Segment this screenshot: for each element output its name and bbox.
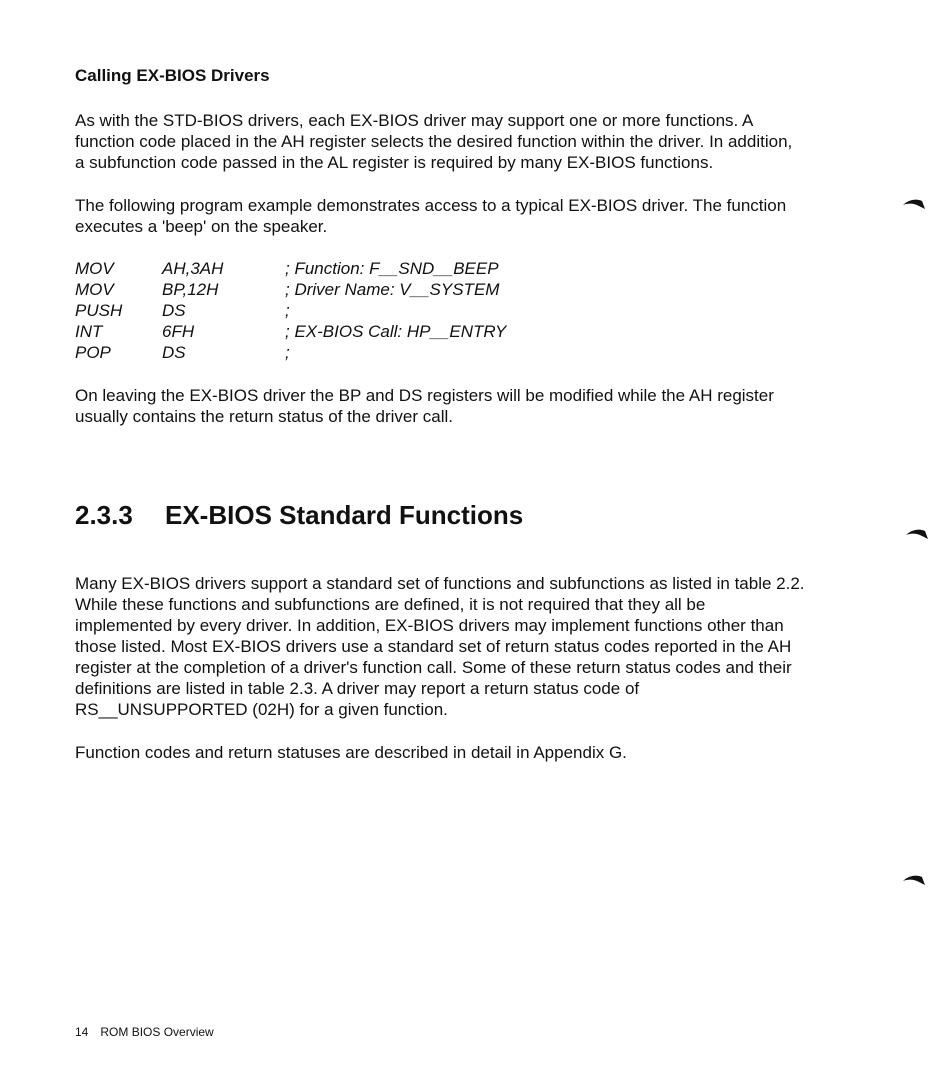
page-number: 14 xyxy=(75,1025,89,1039)
code-comment: ; EX-BIOS Call: HP__ENTRY xyxy=(285,322,507,341)
page-footer xyxy=(75,1025,214,1039)
text-line: RS__UNSUPPORTED (02H) for a given function. xyxy=(75,700,448,719)
section-heading xyxy=(75,500,523,531)
code-opcode: MOV xyxy=(75,280,114,299)
text-line: implemented by every driver. In addition, EX-BIOS drivers may implement functions other than xyxy=(75,616,784,635)
text-line: those listed. Most EX-BIOS drivers use a standard set of return status codes reported in the AH xyxy=(75,637,792,656)
subheading: Calling EX-BIOS Drivers xyxy=(75,66,270,85)
text-line: a subfunction code passed in the AL register is required by many EX-BIOS functions. xyxy=(75,153,714,172)
intro-paragraph xyxy=(75,110,865,173)
code-line xyxy=(75,342,595,363)
code-line xyxy=(75,258,595,279)
text-line: While these functions and subfunctions are defined, it is not required that they all be xyxy=(75,595,706,614)
text-line: register at the completion of a driver's function call. Some of these return status codes and their xyxy=(75,658,792,677)
code-opcode: INT xyxy=(75,322,103,341)
code-opcode: MOV xyxy=(75,259,114,278)
appendix-paragraph xyxy=(75,742,865,763)
example-paragraph xyxy=(75,195,865,237)
margin-tab-mark-icon xyxy=(902,874,926,886)
leaving-paragraph xyxy=(75,385,865,427)
code-operand: 6FH xyxy=(162,322,195,341)
running-title: ROM BIOS Overview xyxy=(100,1025,214,1039)
code-operand: DS xyxy=(162,301,186,320)
code-line xyxy=(75,279,595,300)
code-listing xyxy=(75,258,595,363)
text-line: definitions are listed in table 2.3. A driver may report a return status code of xyxy=(75,679,640,698)
code-comment: ; xyxy=(285,343,290,362)
code-line xyxy=(75,321,595,342)
section-title: EX-BIOS Standard Functions xyxy=(165,500,524,530)
text-line: As with the STD-BIOS drivers, each EX-BIOS driver may support one or more functions. A xyxy=(75,111,754,130)
text-line: Function codes and return statuses are described in detail in Appendix G. xyxy=(75,743,627,762)
code-opcode: POP xyxy=(75,343,111,362)
code-comment: ; Driver Name: V__SYSTEM xyxy=(285,280,500,299)
margin-tab-mark-icon xyxy=(902,198,926,210)
text-line: The following program example demonstrates access to a typical EX-BIOS driver. The function xyxy=(75,196,787,215)
code-comment: ; xyxy=(285,301,290,320)
text-line: Many EX-BIOS drivers support a standard set of functions and subfunctions as listed in table 2.2. xyxy=(75,574,805,593)
section-number: 2.3.3 xyxy=(75,500,133,530)
standard-functions-paragraph xyxy=(75,573,865,720)
code-opcode: PUSH xyxy=(75,301,123,320)
text-line: On leaving the EX-BIOS driver the BP and DS registers will be modified while the AH register xyxy=(75,386,774,405)
margin-tab-mark-icon xyxy=(905,528,929,540)
code-operand: BP,12H xyxy=(162,280,219,299)
text-line: executes a 'beep' on the speaker. xyxy=(75,217,328,236)
code-comment: ; Function: F__SND__BEEP xyxy=(285,259,499,278)
code-operand: AH,3AH xyxy=(162,259,224,278)
text-line: usually contains the return status of the driver call. xyxy=(75,407,453,426)
code-operand: DS xyxy=(162,343,186,362)
text-line: function code placed in the AH register selects the desired function within the driver. In addition, xyxy=(75,132,793,151)
code-line xyxy=(75,300,595,321)
